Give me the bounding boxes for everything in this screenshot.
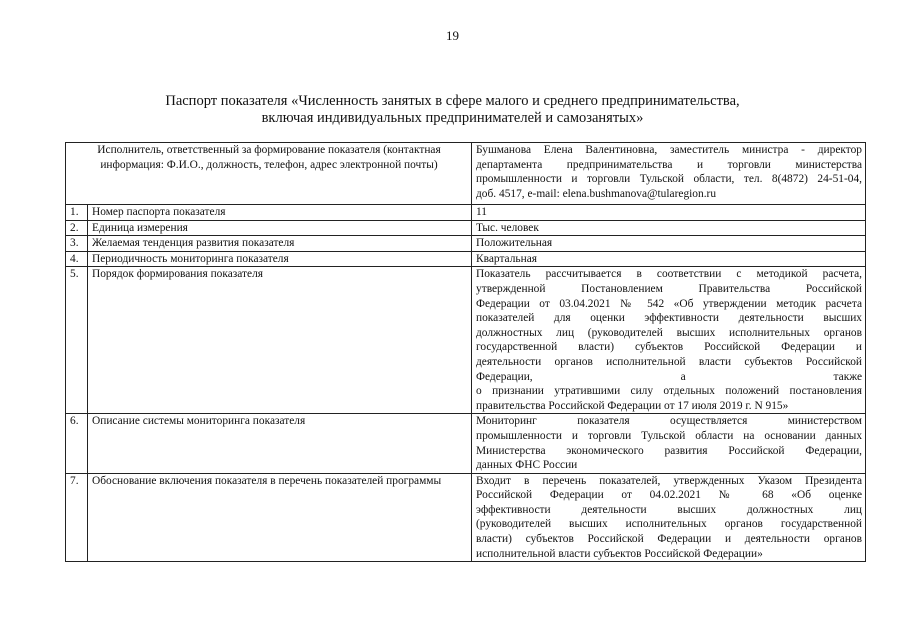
executor-row — [66, 143, 866, 205]
row-label: Обоснование включения показателя в перечень показателей программы — [88, 473, 472, 562]
row-number: 7. — [66, 473, 88, 562]
value-line: должностных лиц (руководителей высших исполнительных органов — [476, 326, 863, 339]
row-label: Желаемая тенденция развития показателя — [88, 236, 472, 252]
row-value — [472, 220, 866, 236]
page-number: 19 — [446, 28, 459, 43]
row-value — [472, 251, 866, 267]
value-line: правительства Российской Федерации от 17 июля 2019 г. N 915» — [476, 399, 789, 412]
value-line: Бушманова Елена Валентиновна, заместитель министра - директор — [476, 144, 863, 156]
value-line: государственной власти) субъектов Российской Федерации и — [476, 341, 863, 354]
row-value — [472, 414, 866, 473]
value-line: промышленности и торговли Тульской области, тел. 8(4872) 24-51-04, — [476, 173, 863, 186]
row-label: Единица измерения — [88, 220, 472, 236]
row-number: 3. — [66, 236, 88, 252]
value-line: исполнительной власти субъектов Российской Федерации» — [476, 547, 763, 560]
passport-row — [66, 220, 866, 236]
value-line: 11 — [476, 206, 487, 218]
value-line: Квартальная — [476, 252, 537, 265]
passport-row — [66, 251, 866, 267]
value-line: Федерации, а также — [476, 370, 863, 383]
value-line: (руководителей высших исполнительных органов государственной — [476, 518, 863, 531]
value-line: данных ФНС России — [476, 459, 578, 472]
row-label: Номер паспорта показателя — [88, 205, 472, 221]
value-line: Положительная — [476, 237, 553, 250]
row-number: 1. — [66, 205, 88, 221]
value-line: Федерации от 03.04.2021 № 542 «Об утверждении методик расчета — [476, 297, 863, 310]
value-line: показателей для оценки эффективности деятельности высших — [476, 312, 863, 325]
value-line: о признании утратившими силу отдельных положений постановления — [476, 385, 863, 398]
passport-row — [66, 267, 866, 414]
row-value — [472, 236, 866, 252]
value-line: доб. 4517, e-mail: elena.bushmanova@tularegion.ru — [476, 187, 717, 200]
passport-row — [66, 236, 866, 252]
document-title-line-1: Паспорт показателя «Численность занятых в сфере малого и среднего предпринимательства, — [165, 93, 740, 109]
row-label: Описание системы мониторинга показателя — [88, 414, 472, 473]
row-value — [472, 205, 866, 221]
value-line: Тыс. человек — [476, 221, 539, 234]
row-number: 4. — [66, 251, 88, 267]
row-label: Периодичность мониторинга показателя — [88, 251, 472, 267]
value-line: деятельности органов исполнительной власти субъектов Российской — [476, 355, 863, 368]
document-title-line-2: включая индивидуальных предпринимателей и самозанятых» — [261, 110, 644, 126]
value-line: Министерства экономического развития Российской Федерации, — [476, 444, 863, 457]
passport-row — [66, 205, 866, 221]
row-number: 5. — [66, 267, 88, 414]
passport-row — [66, 473, 866, 562]
document-title — [100, 93, 805, 127]
row-value — [472, 267, 866, 414]
row-number: 2. — [66, 220, 88, 236]
value-line: Мониторинг показателя осуществляется министерством — [476, 415, 863, 428]
row-value — [472, 473, 866, 562]
row-number: 6. — [66, 414, 88, 473]
executor-contact-value — [472, 143, 866, 205]
value-line: департамента предпринимательства и торговли министерства — [476, 158, 863, 171]
passport-row — [66, 414, 866, 473]
value-line: эффективности деятельности высших должностных лиц — [476, 503, 863, 516]
row-label: Порядок формирования показателя — [88, 267, 472, 414]
value-line: Показатель рассчитывается в соответствии с методикой расчета, — [476, 268, 863, 281]
indicator-passport-table — [65, 142, 866, 562]
value-line: Российской Федерации от 04.02.2021 № 68 «Об оценке — [476, 489, 863, 502]
value-line: Входит в перечень показателей, утвержденных Указом Президента — [476, 474, 863, 487]
executor-label: Исполнитель, ответственный за формирование показателя (контактная информация: Ф.И.О., должность, телефон, адрес электронной почты) — [66, 143, 472, 205]
value-line: утвержденной Постановлением Правительства Российской — [476, 282, 863, 295]
value-line: власти) субъектов Российской Федерации и деятельности органов — [476, 533, 863, 546]
value-line: промышленности и торговли Тульской области на основании данных — [476, 429, 863, 442]
